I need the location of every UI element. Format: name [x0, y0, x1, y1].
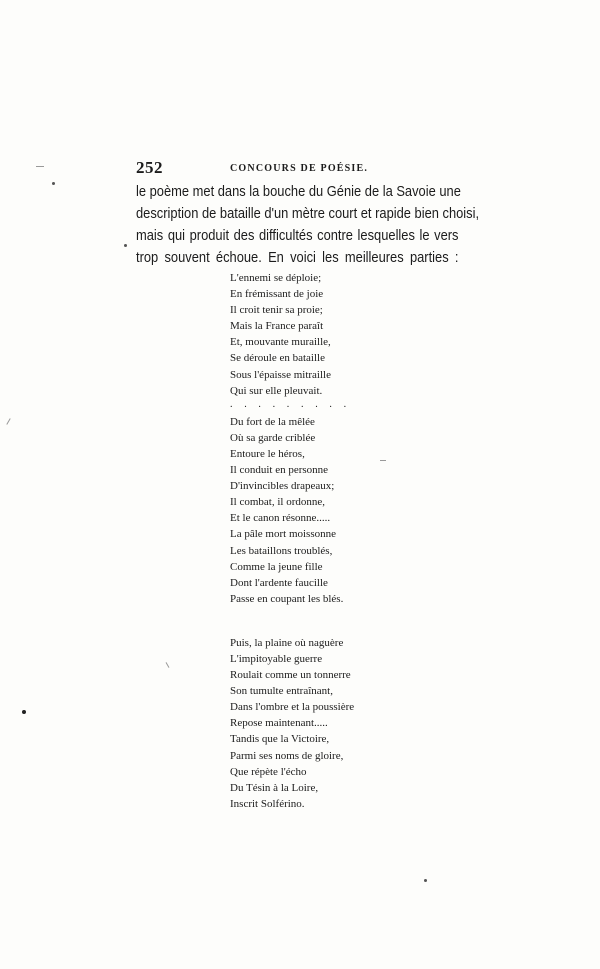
- verse-line: Roulait comme un tonnerre: [230, 669, 351, 682]
- stanza-3: [230, 635, 354, 812]
- running-title: CONCOURS DE POÉSIE.: [230, 163, 369, 174]
- verse-line: En frémissant de joie: [230, 288, 324, 301]
- verse-line: Comme la jeune fille: [230, 560, 323, 573]
- scan-speck: [424, 879, 427, 882]
- ellipsis-divider: . . . . . . . . .: [230, 398, 351, 410]
- verse-line: Il combat, il ordonne,: [230, 496, 326, 509]
- stanza-gap: [230, 607, 354, 621]
- scan-mark: [166, 662, 170, 668]
- prose-paragraph: [136, 181, 480, 269]
- verse-line: L'ennemi se déploie;: [230, 272, 322, 284]
- prose-line: le poème met dans la bouche du Génie de la Savoie une: [136, 183, 461, 200]
- verse-line: Son tumulte entraînant,: [230, 685, 333, 698]
- verse-line: Les bataillons troublés,: [230, 544, 333, 557]
- verse-line: D'invincibles drapeaux;: [230, 480, 335, 493]
- prose-line: description de bataille d'un mètre court et rapide bien choisi,: [136, 205, 480, 222]
- verse-line: Passe en coupant les blés.: [230, 592, 344, 605]
- verse-line: Dont l'ardente faucille: [230, 576, 328, 589]
- verse-line: Tandis que la Victoire,: [230, 733, 330, 746]
- verse-line: Dans l'ombre et la poussière: [230, 701, 355, 714]
- verse-line: Se déroule en bataille: [230, 352, 325, 365]
- stanza-gap: [230, 621, 354, 635]
- verse-line: Du fort de la mêlée: [230, 415, 315, 428]
- prose-line: trop souvent échoue. En voici les meilleures parties :: [136, 249, 459, 266]
- verse-line: La pâle mort moissonne: [230, 528, 337, 541]
- verse-line: Puis, la plaine où naguère: [230, 636, 344, 649]
- stanza-1: [230, 270, 354, 399]
- verse-line: Et le canon résonne.....: [230, 512, 331, 525]
- prose-line: mais qui produit des difficultés contre lesquelles le vers: [136, 227, 459, 244]
- verse-line: L'impitoyable guerre: [230, 652, 323, 665]
- scan-mark: [380, 460, 386, 461]
- scan-mark: [36, 166, 44, 167]
- verse-line: Qui sur elle pleuvait.: [230, 384, 323, 397]
- page-header: [136, 158, 456, 178]
- verse-line: Parmi ses noms de gloire,: [230, 749, 344, 762]
- verse-line: Que répète l'écho: [230, 765, 307, 778]
- verse-line: Du Tésin à la Loire,: [230, 781, 319, 794]
- verse-line: Et, mouvante muraille,: [230, 336, 331, 349]
- verse-line: Entoure le héros,: [230, 447, 305, 460]
- scan-speck: [52, 182, 55, 185]
- scan-mark: [6, 418, 10, 425]
- scan-speck: [22, 710, 26, 714]
- verse-line: Il conduit en personne: [230, 464, 329, 477]
- verse-line: Repose maintenant.....: [230, 717, 328, 730]
- scan-speck: [124, 244, 127, 247]
- verse-line: Mais la France paraît: [230, 320, 324, 333]
- stanza-2: [230, 414, 354, 607]
- verse-line: Sous l'épaisse mitraille: [230, 368, 331, 381]
- verse-line: Où sa garde criblée: [230, 431, 316, 444]
- verse-line: Il croit tenir sa proie;: [230, 304, 323, 317]
- verse-line: Inscrit Solférino.: [230, 797, 305, 810]
- page-number: 252: [136, 158, 163, 177]
- poem: [230, 270, 354, 812]
